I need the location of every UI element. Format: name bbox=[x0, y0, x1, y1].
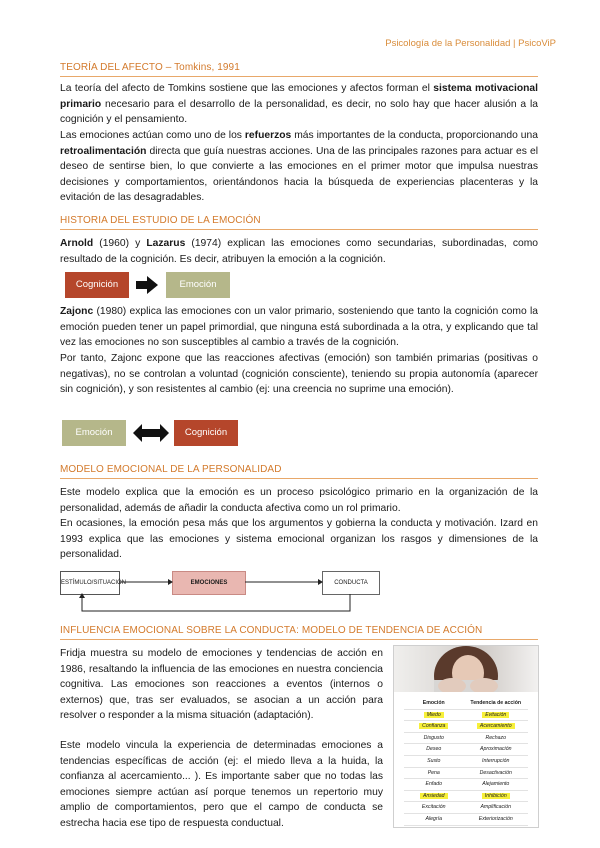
table-row bbox=[404, 733, 528, 745]
emotion-action-figure bbox=[393, 645, 539, 828]
table-header-tendencia: Tendencia de acción bbox=[470, 700, 522, 706]
paragraph-izard: En ocasiones, la emoción pesa más que los argumentos y gobierna la conducta y motivación. Izard en 1993 explica que las emociones y sistema emocional organizan los rasgos y dimensiones de la personalidad. bbox=[60, 518, 538, 560]
table-cell-tendencia: Aproximación bbox=[480, 746, 512, 753]
table-cell-emocion: Enfado bbox=[425, 781, 442, 788]
section-title-text: HISTORIA DEL ESTUDIO DE LA EMOCIÓN bbox=[60, 215, 261, 226]
table-cell-emocion: Ansiedad bbox=[404, 791, 464, 802]
section-title-text: INFLUENCIA EMOCIONAL SOBRE LA CONDUCTA: MODELO DE TENDENCIA DE ACCIÓN bbox=[60, 625, 483, 636]
table-cell-tendencia: Alejamiento bbox=[482, 781, 510, 788]
section-title-afecto bbox=[60, 62, 538, 73]
table-cell-emocion: Miedo bbox=[404, 710, 464, 721]
paragraph-refuerzos: Las emociones actúan como uno de los refuerzos más importantes de la conducta, proporcionando una retroalimentación directa que guía nuestras acciones. Una de las principales razones para actuar es el deseo de sentirse bien, lo que convierte a las emociones en el primer motor que impulsa nuestras decisiones y comportamientos, orientándonos hacia la búsqueda de experiencias placenteras y la evitación de las desagradables. bbox=[60, 130, 538, 203]
table-cell-emocion: Susto bbox=[427, 757, 441, 764]
table-cell-emocion: Confianza bbox=[404, 721, 464, 732]
emotion-action-table bbox=[404, 698, 528, 826]
section-rule bbox=[60, 76, 538, 77]
table-cell-emocion: Pena bbox=[427, 769, 440, 776]
table-row bbox=[404, 710, 528, 722]
table-row bbox=[404, 814, 528, 826]
table-cell-tendencia: Interrupción bbox=[482, 757, 510, 764]
paragraph-tomkins: La teoría del afecto de Tomkins sostiene que las emociones y afectos forman el sistema motivacional primario necesario para el desarrollo de la personalidad, es decir, no solo hay que hacer alusión a la cognición y el pensamiento. bbox=[60, 83, 539, 125]
table-row bbox=[404, 768, 528, 780]
paragraph-tendencias: Este modelo vincula la experiencia de determinadas emociones a tendencias específicas de acción (ej: el miedo lleva a la huida, la confianza al acercamiento... ). Es importante saber que no todas las emociones siempre actúan así porque tenemos un repertorio muy amplio de comportamientos, pero que el campo de conducta se estrecha hacia ese tipo de respuesta conductual. bbox=[60, 740, 383, 829]
section-title-text: TEORÍA DEL AFECTO – Tomkins, 1991 bbox=[60, 62, 240, 73]
woman-photo bbox=[394, 646, 538, 692]
section-title-historia bbox=[60, 215, 538, 226]
diagram-box-conducta: CONDUCTA bbox=[322, 571, 380, 595]
flow1-emocion-box: Emoción bbox=[166, 272, 230, 298]
paragraph-zajonc-primarias: Por tanto, Zajonc expone que las reacciones afectivas (emoción) son también primarias (positivas o negativas), no se controlan a voluntad (cognición consciente), teniendo su propia autonomía (aparecer sin cognición), y son resistentes al cambio (ej: una creencia no suprime una emoción). bbox=[60, 353, 538, 395]
section-rule bbox=[60, 478, 538, 479]
table-cell-tendencia: Rechazo bbox=[485, 734, 506, 741]
double-arrow-icon bbox=[133, 424, 169, 442]
paragraph-modelo-emocional: Este modelo explica que la emoción es un proceso psicológico primario en la organización de la personalidad, además de añadir la conducta afectiva como un rol primario. bbox=[60, 487, 538, 514]
table-row bbox=[404, 779, 528, 791]
table-cell-emocion: Alegría bbox=[425, 815, 442, 822]
table-header-row bbox=[404, 698, 528, 710]
table-cell-tendencia: Amplificación bbox=[480, 804, 512, 811]
arrow-right-icon bbox=[136, 276, 158, 294]
emotion-conduct-diagram bbox=[60, 567, 380, 619]
table-row bbox=[404, 791, 528, 803]
flow2-cognicion-box: Cognición bbox=[174, 420, 238, 446]
table-cell-emocion: Excitación bbox=[421, 804, 446, 811]
table-header-emocion: Emoción bbox=[422, 700, 445, 706]
paragraph-zajonc: Zajonc (1980) explica las emociones con un valor primario, sosteniendo que tanto la cognición como la emoción pueden tener un papel primordial, que ninguna está subordinada a la otra, y explicando que tal vez las emociones no son susceptibles al cambio a través de la cognición. bbox=[60, 306, 538, 348]
woman-portrait-icon bbox=[394, 646, 538, 692]
diagram-box-estimulo: ESTÍMULO/SITUACIÓN bbox=[60, 571, 120, 595]
section-rule bbox=[60, 229, 538, 230]
table-cell-tendencia: Exteriorización bbox=[478, 815, 513, 822]
paragraph-fridja: Fridja muestra su modelo de emociones y tendencias de acción en 1986, resaltando la influencia de las emociones en nuestra conciencia cognitiva. Las emociones son reacciones a eventos (internos o externos) que, tras ser evaluados, se asocian a un acción para resolver o responder a la misma situación (adaptación). bbox=[60, 648, 383, 721]
table-row bbox=[404, 744, 528, 756]
table-row bbox=[404, 721, 528, 733]
flow1-cognicion-box: Cognición bbox=[65, 272, 129, 298]
section-title-text: MODELO EMOCIONAL DE LA PERSONALIDAD bbox=[60, 464, 282, 475]
table-cell-tendencia: Inhibición bbox=[464, 791, 528, 802]
table-cell-tendencia: Acercamiento bbox=[464, 721, 528, 732]
table-cell-tendencia: Desactivación bbox=[479, 769, 512, 776]
table-row bbox=[404, 756, 528, 768]
diagram-connectors bbox=[60, 567, 380, 619]
flow2-emocion-box: Emoción bbox=[62, 420, 126, 446]
diagram-box-emociones: EMOCIONES bbox=[172, 571, 246, 595]
section-rule bbox=[60, 639, 538, 640]
table-cell-tendencia: Evitación bbox=[464, 710, 528, 721]
page-header: Psicología de la Personalidad | PsicoViP bbox=[385, 38, 556, 49]
table-cell-emocion: Disgusto bbox=[423, 734, 444, 741]
table-cell-emocion: Deseo bbox=[426, 746, 442, 753]
table-row bbox=[404, 802, 528, 814]
section-title-influencia bbox=[60, 625, 538, 636]
paragraph-arnold-lazarus: Arnold (1960) y Lazarus (1974) explican las emociones como secundarias, subordinadas, como resultado de la cognición. Es decir, atribuyen la emoción a la cognición. bbox=[60, 238, 538, 265]
section-title-modelo bbox=[60, 464, 538, 475]
